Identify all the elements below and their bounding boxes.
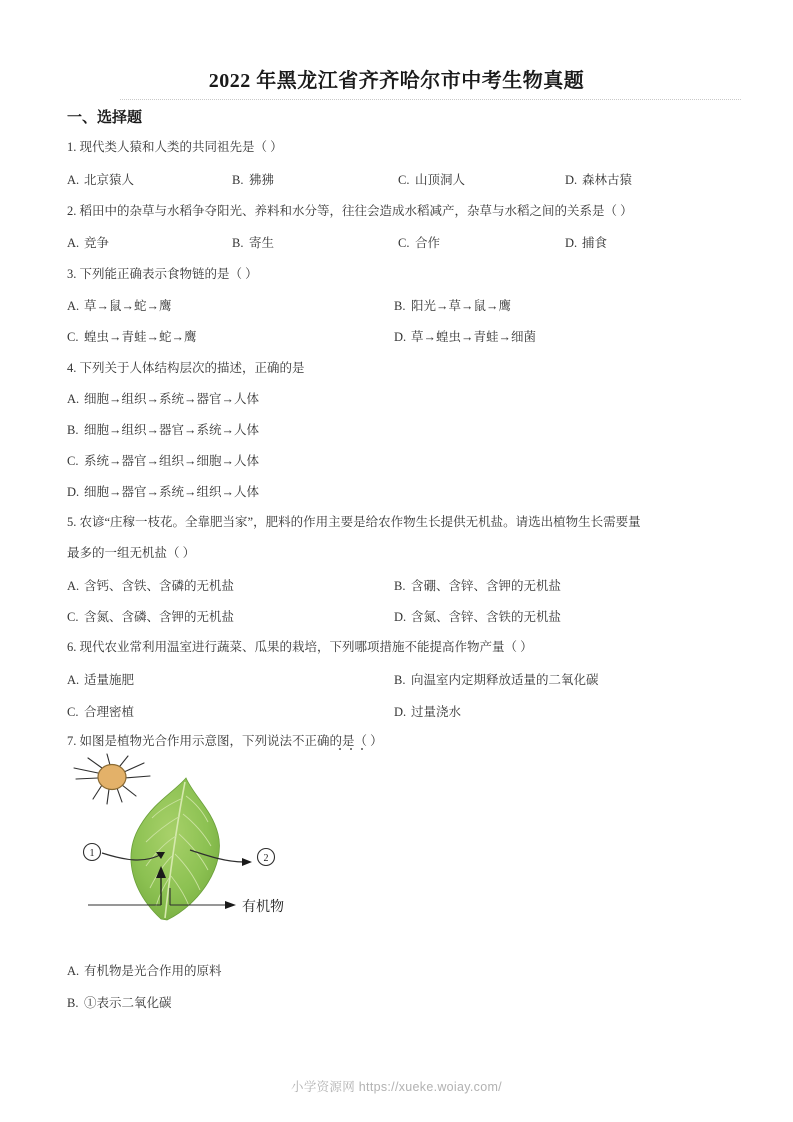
- option-text: 合作: [415, 236, 441, 250]
- emphasis-dot: [339, 748, 341, 750]
- question-2-option-b: [232, 235, 274, 252]
- question-3-option-c: [67, 329, 197, 346]
- question-6-option-b: [394, 672, 599, 689]
- option-text: 向温室内定期释放适量的二氧化碳: [411, 673, 599, 687]
- option-label: D.: [565, 173, 578, 187]
- photosynthesis-diagram: [66, 752, 326, 927]
- organic-matter-label: 有机物: [242, 900, 284, 915]
- option-text: 合理密植: [84, 705, 135, 719]
- question-6-stem: 6. 现代农业常利用温室进行蔬菜、瓜果的栽培，下列哪项措施不能提高作物产量（ ）: [67, 640, 533, 654]
- emphasis-dot: [350, 748, 352, 750]
- question-4-option-b: [67, 422, 259, 439]
- option-label: D.: [394, 705, 407, 719]
- option-text: 寄生: [249, 236, 275, 250]
- question-2-option-a: [67, 235, 109, 252]
- question-1-stem: 1. 现代类人猿和人类的共同祖先是（ ）: [67, 140, 283, 154]
- option-text: 北京猿人: [84, 173, 135, 187]
- question-6-option-d: [394, 704, 461, 721]
- question-7-stem: 7. 如图是植物光合作用示意图，下列说法不正确的是（ ）: [67, 734, 383, 748]
- option-label: C.: [67, 610, 79, 624]
- marker-1-label: 1: [89, 848, 95, 859]
- arrow-head-output-2: [242, 858, 252, 866]
- option-label: C.: [67, 454, 79, 468]
- option-text: 含硼、含锌、含钾的无机盐: [411, 579, 562, 593]
- question-5-option-c: [67, 609, 234, 626]
- question-6-option-a: [67, 672, 134, 689]
- option-label: A.: [67, 579, 80, 593]
- question-1-option-a: [67, 172, 134, 189]
- question-4-option-d: [67, 484, 259, 501]
- option-label: B.: [394, 299, 406, 313]
- option-label: C.: [398, 173, 410, 187]
- option-text: 山顶洞人: [415, 173, 466, 187]
- question-7-option-a: [67, 963, 222, 980]
- option-text: 捕食: [582, 236, 608, 250]
- question-3-option-d: [394, 329, 536, 346]
- section-heading: 一、选择题: [67, 110, 143, 126]
- option-text: 阳光→草→鼠→鹰: [411, 299, 512, 313]
- watermark: 小学资源网 https://xueke.woiay.com/: [291, 1080, 502, 1094]
- option-text: 细胞→组织→器官→系统→人体: [84, 423, 260, 437]
- option-text: ①表示二氧化碳: [84, 996, 172, 1010]
- option-text: 含氮、含磷、含钾的无机盐: [84, 610, 235, 624]
- option-text: 蝗虫→青蛙→蛇→鹰: [84, 330, 197, 344]
- option-label: A.: [67, 392, 80, 406]
- option-label: D.: [565, 236, 578, 250]
- emphasis-dot: [361, 748, 363, 750]
- option-label: A.: [67, 673, 80, 687]
- option-text: 细胞→器官→系统→组织→人体: [84, 485, 260, 499]
- question-3-option-a: [67, 298, 172, 315]
- option-label: C.: [67, 330, 79, 344]
- option-text: 系统→器官→组织→细胞→人体: [84, 454, 260, 468]
- option-label: D.: [67, 485, 80, 499]
- option-label: B.: [67, 423, 79, 437]
- option-text: 有机物是光合作用的原料: [84, 964, 222, 978]
- question-3-stem: 3. 下列能正确表示食物链的是（ ）: [67, 267, 258, 281]
- question-1-option-d: [565, 172, 632, 189]
- option-text: 含氮、含锌、含铁的无机盐: [411, 610, 562, 624]
- option-label: A.: [67, 236, 80, 250]
- option-label: A.: [67, 299, 80, 313]
- question-7-option-b: [67, 995, 172, 1012]
- sun-icon: [98, 765, 126, 790]
- option-label: B.: [67, 996, 79, 1010]
- question-5-stem-line-1: 5. 农谚“庄稼一枝花。全靠肥当家”，肥料的作用主要是给农作物生长提供无机盐。请选出植物生长需要量: [67, 515, 641, 529]
- question-5-option-b: [394, 578, 561, 595]
- question-2-stem: 2. 稻田中的杂草与水稻争夺阳光、养料和水分等，往往会造成水稻减产，杂草与水稻之间的关系是（ ）: [67, 204, 633, 218]
- option-label: C.: [67, 705, 79, 719]
- option-label: B.: [232, 236, 244, 250]
- question-5-option-a: [67, 578, 234, 595]
- option-text: 草→蝗虫→青蛙→细菌: [411, 330, 537, 344]
- question-4-option-c: [67, 453, 259, 470]
- option-label: D.: [394, 610, 407, 624]
- leaf-icon: [131, 778, 219, 920]
- option-label: D.: [394, 330, 407, 344]
- option-text: 草→鼠→蛇→鹰: [84, 299, 172, 313]
- option-label: C.: [398, 236, 410, 250]
- title-divider: [120, 99, 741, 101]
- arrow-head-organic: [225, 901, 236, 909]
- option-text: 狒狒: [249, 173, 275, 187]
- option-label: B.: [232, 173, 244, 187]
- question-1-option-b: [232, 172, 274, 189]
- option-text: 含钙、含铁、含磷的无机盐: [84, 579, 235, 593]
- option-text: 森林古猿: [582, 173, 633, 187]
- question-4-option-a: [67, 391, 259, 408]
- emphasis-dots: [339, 748, 363, 750]
- question-3-option-b: [394, 298, 511, 315]
- question-2-option-c: [398, 235, 440, 252]
- option-text: 竞争: [84, 236, 110, 250]
- option-label: A.: [67, 964, 80, 978]
- option-text: 适量施肥: [84, 673, 135, 687]
- marker-2-label: 2: [263, 853, 269, 864]
- question-1-option-c: [398, 172, 465, 189]
- option-label: A.: [67, 173, 80, 187]
- option-label: B.: [394, 673, 406, 687]
- option-label: B.: [394, 579, 406, 593]
- option-text: 过量浇水: [411, 705, 462, 719]
- page-title: 2022 年黑龙江省齐齐哈尔市中考生物真题: [208, 70, 585, 92]
- question-6-option-c: [67, 704, 134, 721]
- question-4-stem: 4. 下列关于人体结构层次的描述，正确的是: [67, 361, 305, 375]
- option-text: 细胞→组织→系统→器官→人体: [84, 392, 260, 406]
- question-2-option-d: [565, 235, 607, 252]
- question-5-stem-line-2: 最多的一组无机盐（ ）: [67, 546, 196, 560]
- question-5-option-d: [394, 609, 561, 626]
